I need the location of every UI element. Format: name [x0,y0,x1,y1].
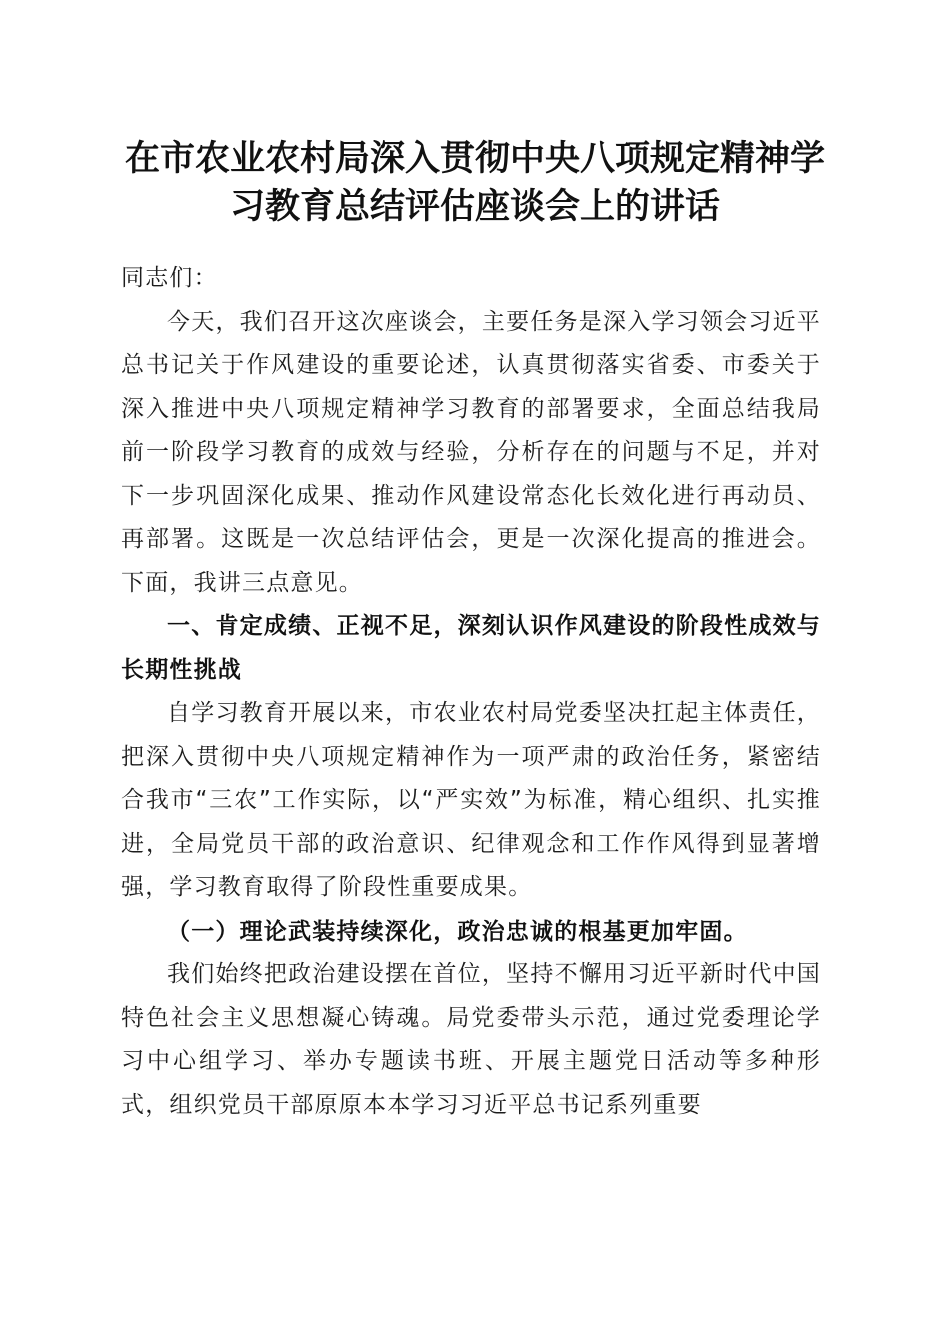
section-1-paragraph: 自学习教育开展以来，市农业农村局党委坚决扛起主体责任，把深入贯彻中央八项规定精神作为一项严肃的政治任务，紧密结合我市“三农”工作实际，以“严实效”为标准，精心组织、扎实推进，全局党员干部的政治意识、纪律观念和工作作风得到显著增强，学习教育取得了阶段性重要成果。 [121,700,821,900]
intro-paragraph: 今天，我们召开这次座谈会，主要任务是深入学习领会习近平总书记关于作风建设的重要论述，认真贯彻落实省委、市委关于深入推进中央八项规定精神学习教育的部署要求，全面总结我局前一阶段学习教育的成效与经验，分析存在的问题与不足，并对下一步巩固深化成果、推动作风建设常态化长效化进行再动员、再部署。这既是一次总结评估会，更是一次深化提高的推进会。下面，我讲三点意见。 [121,308,821,596]
salutation: 同志们： [121,265,218,291]
document-body [121,257,821,1127]
title-line-1: 在市农业农村局深入贯彻中央八项规定精神学 [124,138,825,179]
subsection-1-paragraph: 我们始终把政治建设摆在首位，坚持不懈用习近平新时代中国特色社会主义思想凝心铸魂。局党委带头示范，通过党委理论学习中心组学习、举办专题读书班、开展主题党日活动等多种形式，组织党员干部原原本本学习习近平总书记系列重要 [121,961,821,1118]
section-1-heading: 一、肯定成绩、正视不足，深刻认识作风建设的阶段性成效与长期性挑战 [121,613,821,683]
title-line-2: 习教育总结评估座谈会上的讲话 [229,186,720,227]
subsection-1-heading: （一）理论武装持续深化，政治忠诚的根基更加牢固。 [167,917,748,945]
document-title [100,135,850,231]
